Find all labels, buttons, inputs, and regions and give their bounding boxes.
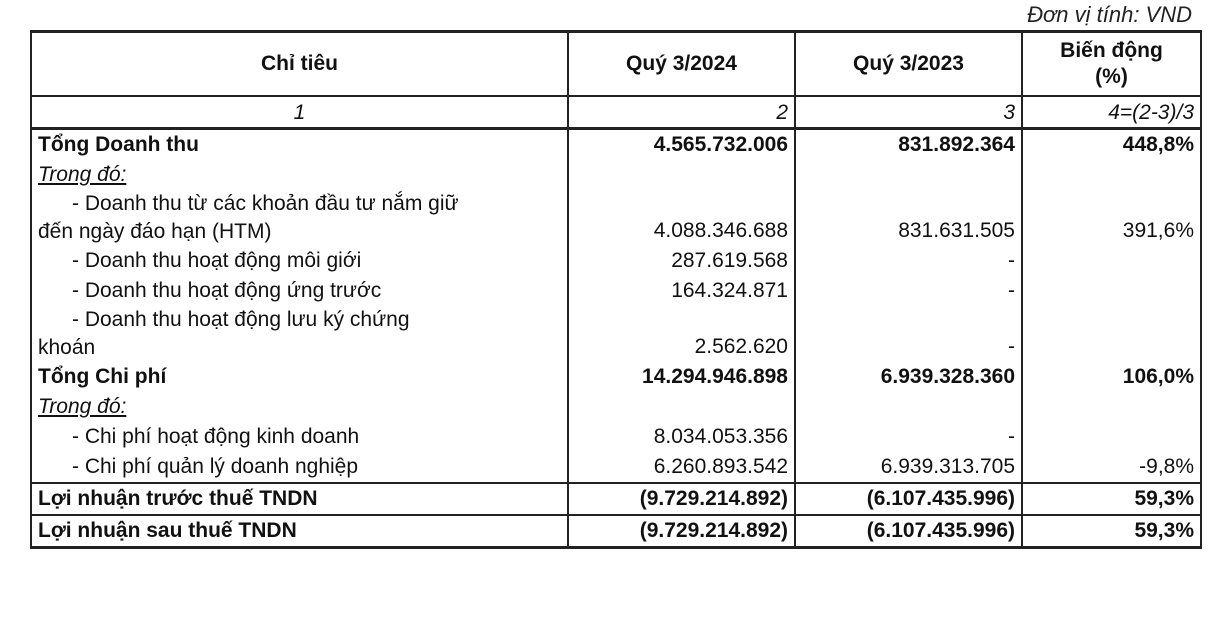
row-label-line1: - Doanh thu từ các khoản đầu tư nắm giữ	[72, 192, 459, 215]
value-q3-2023: -	[795, 422, 1022, 452]
row-label: - Doanh thu hoạt động môi giới	[31, 246, 568, 276]
financial-table	[30, 30, 1202, 549]
value-change	[1022, 276, 1201, 306]
table-row	[31, 483, 1201, 515]
value-change	[1022, 306, 1201, 362]
header-row	[31, 32, 1201, 97]
row-label-line1: - Doanh thu hoạt động lưu ký chứng	[72, 308, 410, 331]
table-row	[31, 392, 1201, 422]
row-label	[31, 306, 568, 362]
table-row	[31, 362, 1201, 392]
table-row	[31, 129, 1201, 161]
value-q3-2023	[795, 160, 1022, 190]
header-q3-2023: Quý 3/2023	[795, 32, 1022, 97]
row-label: - Chi phí hoạt động kinh doanh	[31, 422, 568, 452]
value-q3-2024	[568, 160, 795, 190]
value-q3-2023: 6.939.328.360	[795, 362, 1022, 392]
table-row	[31, 246, 1201, 276]
header-change	[1022, 32, 1201, 97]
table-row	[31, 306, 1201, 362]
table-row	[31, 190, 1201, 246]
value-q3-2024: (9.729.214.892)	[568, 483, 795, 515]
table-row	[31, 515, 1201, 548]
row-label: Trong đó:	[31, 160, 568, 190]
value-q3-2024	[568, 392, 795, 422]
value-q3-2023: (6.107.435.996)	[795, 483, 1022, 515]
row-label: - Chi phí quản lý doanh nghiệp	[31, 452, 568, 483]
value-change: 59,3%	[1022, 515, 1201, 548]
row-label: - Doanh thu hoạt động ứng trước	[31, 276, 568, 306]
index-row	[31, 96, 1201, 129]
value-change	[1022, 422, 1201, 452]
value-q3-2024: 14.294.946.898	[568, 362, 795, 392]
value-q3-2024: 2.562.620	[568, 306, 795, 362]
table-row	[31, 160, 1201, 190]
header-q3-2024: Quý 3/2024	[568, 32, 795, 97]
value-q3-2024: 8.034.053.356	[568, 422, 795, 452]
value-q3-2023: (6.107.435.996)	[795, 515, 1022, 548]
row-label	[31, 190, 568, 246]
value-q3-2023: 6.939.313.705	[795, 452, 1022, 483]
value-q3-2024: 287.619.568	[568, 246, 795, 276]
value-q3-2024: 6.260.893.542	[568, 452, 795, 483]
table-row	[31, 452, 1201, 483]
row-label-line2: đến ngày đáo hạn (HTM)	[38, 220, 272, 243]
value-q3-2024: 4.088.346.688	[568, 190, 795, 246]
value-change: -9,8%	[1022, 452, 1201, 483]
value-q3-2024: 164.324.871	[568, 276, 795, 306]
unit-note: Đơn vị tính: VND	[1027, 2, 1192, 27]
header-change-line1: Biến động	[1060, 39, 1163, 62]
index-col2: 2	[568, 96, 795, 129]
value-q3-2023: -	[795, 306, 1022, 362]
value-q3-2023: -	[795, 246, 1022, 276]
value-change	[1022, 160, 1201, 190]
value-q3-2023: 831.631.505	[795, 190, 1022, 246]
row-label: Tổng Doanh thu	[31, 129, 568, 161]
value-q3-2023	[795, 392, 1022, 422]
value-change: 59,3%	[1022, 483, 1201, 515]
value-q3-2024: 4.565.732.006	[568, 129, 795, 161]
value-change: 448,8%	[1022, 129, 1201, 161]
table-row	[31, 422, 1201, 452]
header-change-line2: (%)	[1095, 65, 1128, 88]
index-col4: 4=(2-3)/3	[1022, 96, 1201, 129]
value-q3-2023: 831.892.364	[795, 129, 1022, 161]
value-q3-2023: -	[795, 276, 1022, 306]
row-label: Trong đó:	[31, 392, 568, 422]
row-label: Tổng Chi phí	[31, 362, 568, 392]
value-change: 106,0%	[1022, 362, 1201, 392]
row-label-line2: khoán	[38, 336, 96, 359]
row-label: Lợi nhuận sau thuế TNDN	[31, 515, 568, 548]
value-change	[1022, 246, 1201, 276]
row-label: Lợi nhuận trước thuế TNDN	[31, 483, 568, 515]
value-change	[1022, 392, 1201, 422]
index-col1: 1	[31, 96, 568, 129]
value-q3-2024: (9.729.214.892)	[568, 515, 795, 548]
table-row	[31, 276, 1201, 306]
value-change: 391,6%	[1022, 190, 1201, 246]
header-indicator: Chỉ tiêu	[31, 32, 568, 97]
index-col3: 3	[795, 96, 1022, 129]
